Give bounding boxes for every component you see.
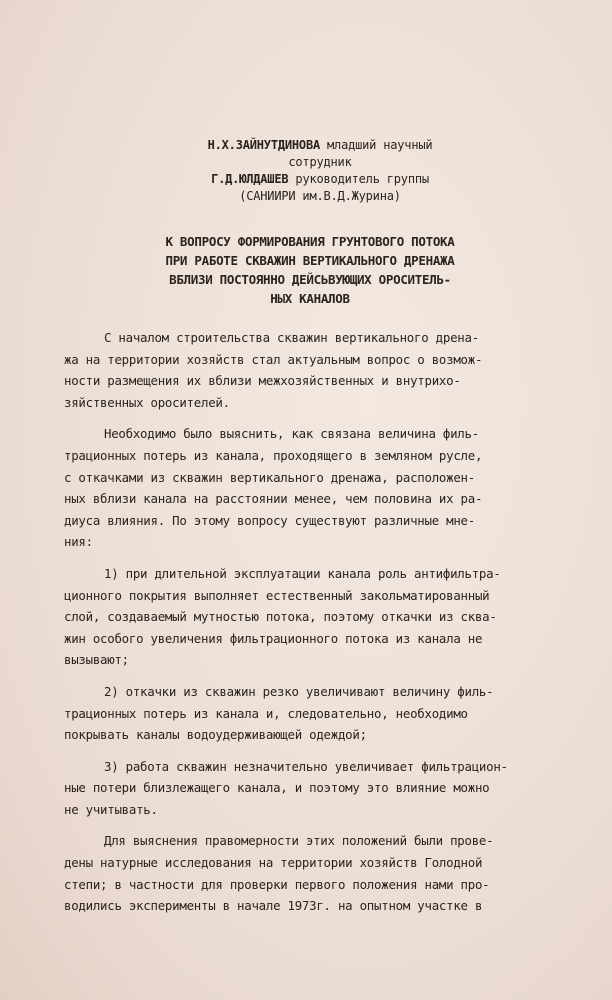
article-body (64, 327, 564, 927)
title-line: К ВОПРОСУ ФОРМИРОВАНИЯ ГРУНТОВОГО ПОТОКА (165, 234, 455, 249)
title-line: ВБЛИЗИ ПОСТОЯННО ДЕЙСЬВУЮЩИХ ОРОСИТЕЛЬ- (169, 272, 451, 287)
text-line: ния: (64, 534, 93, 550)
text-line: покрывать каналы водоудерживающей одеждой; (64, 727, 367, 743)
text-line: водились эксперименты в начале 1973г. на опытном участке в (64, 898, 483, 914)
text-line: 2) откачки из скважин резко увеличивают величину филь- (104, 683, 494, 699)
author-affiliation: (САНИИРИ им.В.Д.Журина) (239, 189, 401, 203)
text-line: ные потери близлежащего канала, и поэтому это влияние можно (64, 780, 490, 796)
text-line: ционного покрытия выполняет естественный закольматированный (64, 587, 490, 603)
paragraph (64, 423, 564, 553)
text-line: Необходимо было выяснить, как связана величина филь- (104, 426, 479, 442)
text-line: дены натурные исследования на территории хозяйств Голодной (64, 855, 483, 871)
text-line: 3) работа скважин незначительно увеличивает фильтрацион- (104, 758, 508, 774)
author-name: Г.Д.ЮЛДАШЕВ (211, 172, 289, 186)
author-line (150, 154, 490, 171)
text-line: трационных потерь из канала, проходящего в земляном русле, (64, 447, 483, 463)
author-line (150, 137, 490, 154)
paragraph (64, 830, 564, 916)
text-line: слой, создаваемый мутностью потока, поэтому откачки из сква- (64, 609, 497, 625)
author-name: Н.Х.ЗАЙНУТДИНОВА (207, 138, 320, 152)
paragraph (64, 681, 564, 746)
text-line: С началом строительства скважин вертикального дрена- (104, 330, 479, 345)
title-line: ПРИ РАБОТЕ СКВАЖИН ВЕРТИКАЛЬНОГО ДРЕНАЖА (165, 253, 455, 268)
author-line (150, 188, 490, 205)
paragraph (64, 563, 564, 671)
author-role: сотрудник (288, 155, 352, 169)
paragraph (64, 756, 564, 821)
author-role: руководитель группы (295, 172, 429, 186)
text-line: диуса влияния. По этому вопросу существуют различные мне- (64, 512, 475, 528)
text-line: зяйственных оросителей. (64, 394, 230, 410)
text-line: жин особого увеличения фильтрационного потока из канала не (64, 630, 483, 646)
text-line: с откачками из скважин вертикального дренажа, расположен- (64, 469, 475, 485)
text-line: степи; в частности для проверки первого положения нами про- (64, 876, 490, 892)
text-line: не учитывать. (64, 801, 158, 817)
author-block (150, 137, 490, 205)
title-line: НЫХ КАНАЛОВ (270, 291, 350, 306)
paragraph (64, 327, 564, 413)
author-line (150, 171, 490, 188)
text-line: вызывают; (64, 652, 129, 668)
text-line: 1) при длительной эксплуатации канала роль антифильтра- (104, 565, 501, 581)
author-role: младший научный (327, 138, 433, 152)
text-line: Для выяснения правомерности этих положений были прове- (104, 833, 494, 849)
text-line: ных вблизи канала на расстоянии менее, чем половина их ра- (64, 491, 483, 507)
text-line: трационных потерь из канала и, следовательно, необходимо (64, 705, 468, 721)
text-line: жа на территории хозяйств стал актуальным вопрос о возмож- (64, 351, 483, 367)
article-title (120, 232, 500, 308)
text-line: ности размещения их вблизи межхозяйственных и внутрихо- (64, 373, 461, 389)
